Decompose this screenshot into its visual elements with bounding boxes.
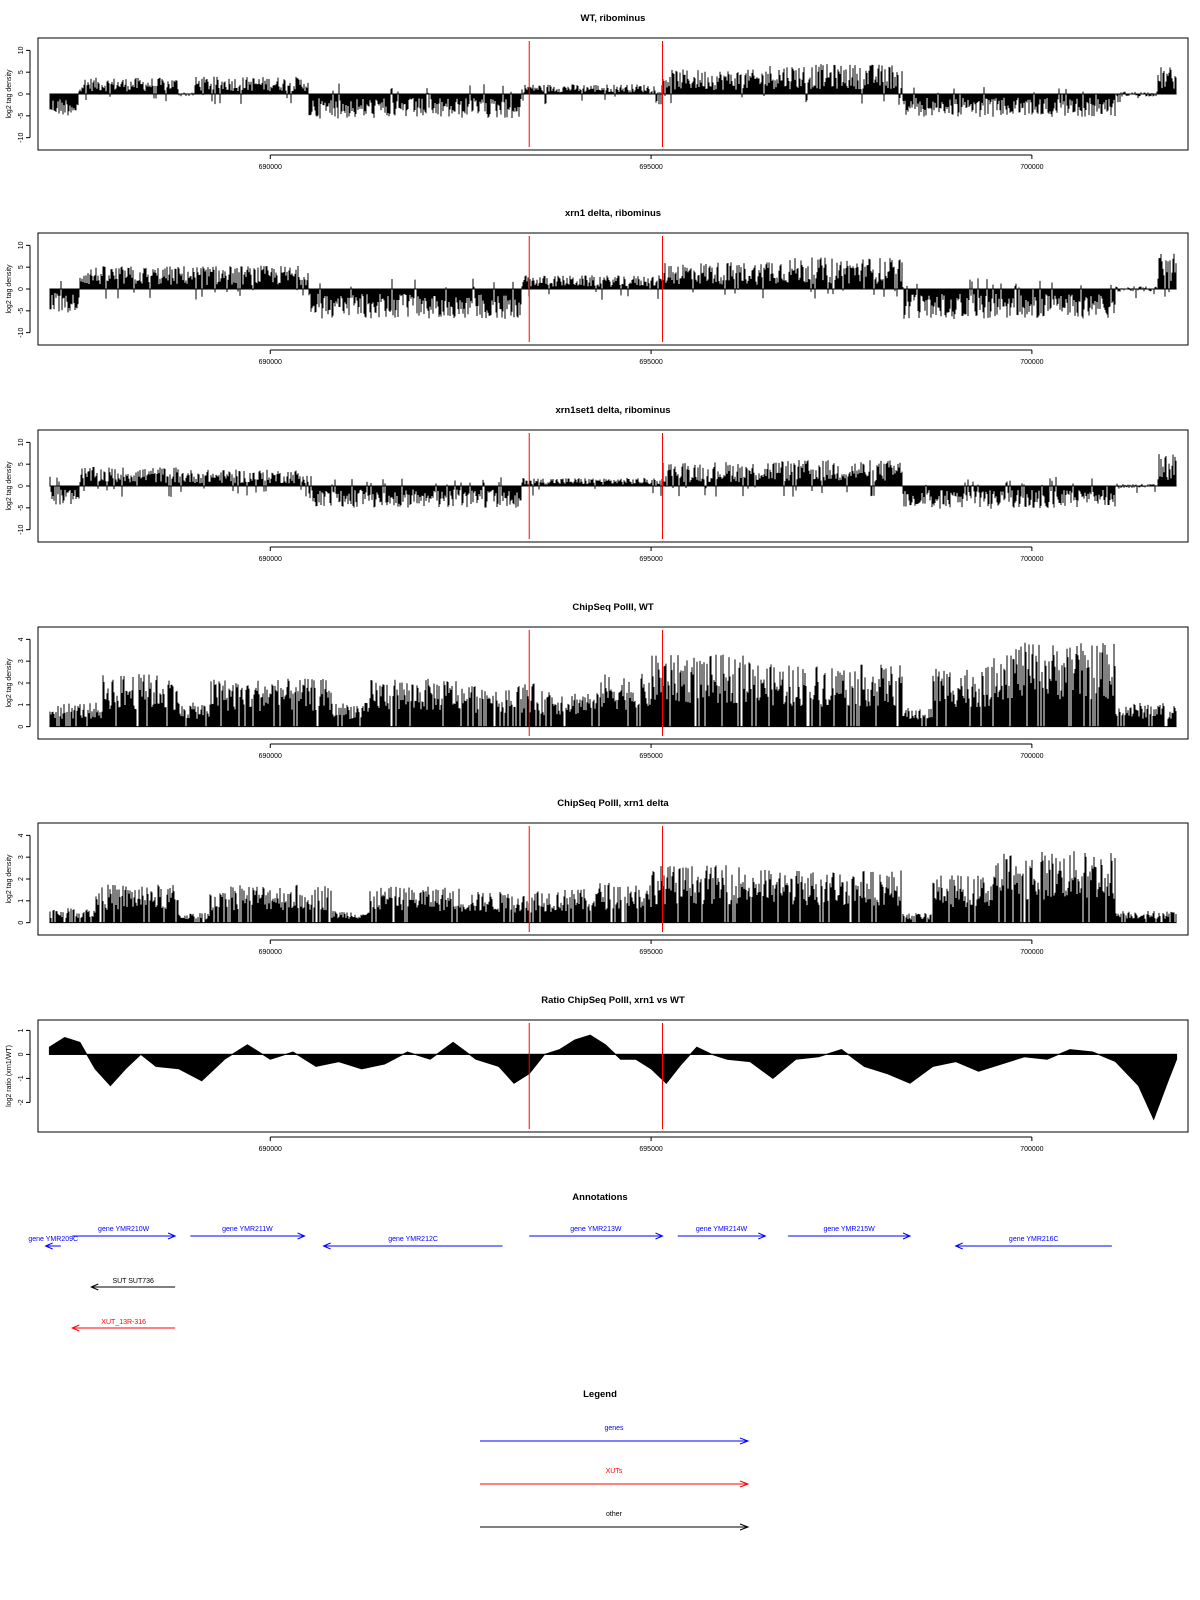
y-axis-label: log2 tag density — [6, 69, 13, 119]
x-tick-label: 700000 — [1020, 164, 1044, 171]
signal-bars — [50, 254, 1176, 319]
x-tick-label: 690000 — [258, 164, 282, 171]
y-axis-label: log2 tag density — [6, 461, 13, 511]
track-panel — [6, 208, 1188, 366]
y-tick-label: 0 — [18, 92, 25, 96]
y-tick-label: -10 — [18, 524, 25, 535]
y-tick-label: 2 — [18, 681, 25, 685]
track-panel — [6, 405, 1188, 563]
y-tick-label: 4 — [18, 833, 25, 838]
y-tick-label: 5 — [18, 265, 25, 270]
y-tick-label: 2 — [18, 877, 25, 881]
x-tick-label: 690000 — [258, 556, 282, 563]
track-panel — [6, 798, 1188, 956]
y-tick-label: 10 — [18, 241, 25, 250]
x-tick-label: 695000 — [639, 359, 663, 366]
x-tick-label: 700000 — [1020, 359, 1044, 366]
track-title: ChipSeq PolII, WT — [572, 602, 654, 613]
y-tick-label: 5 — [18, 462, 25, 467]
y-axis-label: log2 tag density — [6, 854, 13, 904]
x-tick-label: 700000 — [1020, 949, 1044, 956]
x-tick-label: 695000 — [639, 949, 663, 956]
y-tick-label: 10 — [18, 46, 25, 55]
y-tick-label: -5 — [18, 112, 25, 119]
x-tick-label: 700000 — [1020, 753, 1044, 760]
y-axis-label: log2 tag density — [6, 264, 13, 314]
y-tick-label: 3 — [18, 659, 25, 664]
x-tick-label: 690000 — [258, 359, 282, 366]
x-tick-label: 690000 — [258, 949, 282, 956]
track-title: WT, ribominus — [580, 13, 646, 24]
y-tick-label: 5 — [18, 70, 25, 75]
y-tick-label: 1 — [18, 702, 25, 707]
y-axis-label: log2 tag density — [6, 658, 13, 708]
y-tick-label: 0 — [18, 724, 25, 729]
y-tick-label: 0 — [18, 287, 25, 291]
track-title: xrn1 delta, ribominus — [564, 208, 662, 219]
x-tick-label: 695000 — [639, 164, 663, 171]
track-title: ChipSeq PolII, xrn1 delta — [557, 798, 669, 809]
signal-bars — [50, 643, 1176, 727]
y-tick-label: 4 — [18, 637, 25, 642]
signal-bars — [50, 851, 1176, 922]
track-panel — [6, 13, 1188, 171]
y-tick-label: 10 — [18, 438, 25, 447]
y-tick-label: 0 — [18, 920, 25, 925]
x-tick-label: 690000 — [258, 753, 282, 760]
y-tick-label: 3 — [18, 855, 25, 860]
x-tick-label: 695000 — [639, 556, 663, 563]
y-tick-label: -5 — [18, 504, 25, 511]
tracks-layer — [6, 13, 1188, 1153]
x-tick-label: 695000 — [639, 753, 663, 760]
track-title: xrn1set1 delta, ribominus — [555, 405, 671, 416]
y-tick-label: -10 — [18, 132, 25, 143]
signal-bars — [50, 64, 1176, 118]
signal-bars — [50, 454, 1176, 509]
x-tick-label: 700000 — [1020, 556, 1044, 563]
y-tick-label: -5 — [18, 307, 25, 314]
y-tick-label: 1 — [18, 898, 25, 903]
y-tick-label: 0 — [18, 484, 25, 488]
track-panel — [6, 602, 1188, 760]
y-tick-label: -10 — [18, 327, 25, 338]
